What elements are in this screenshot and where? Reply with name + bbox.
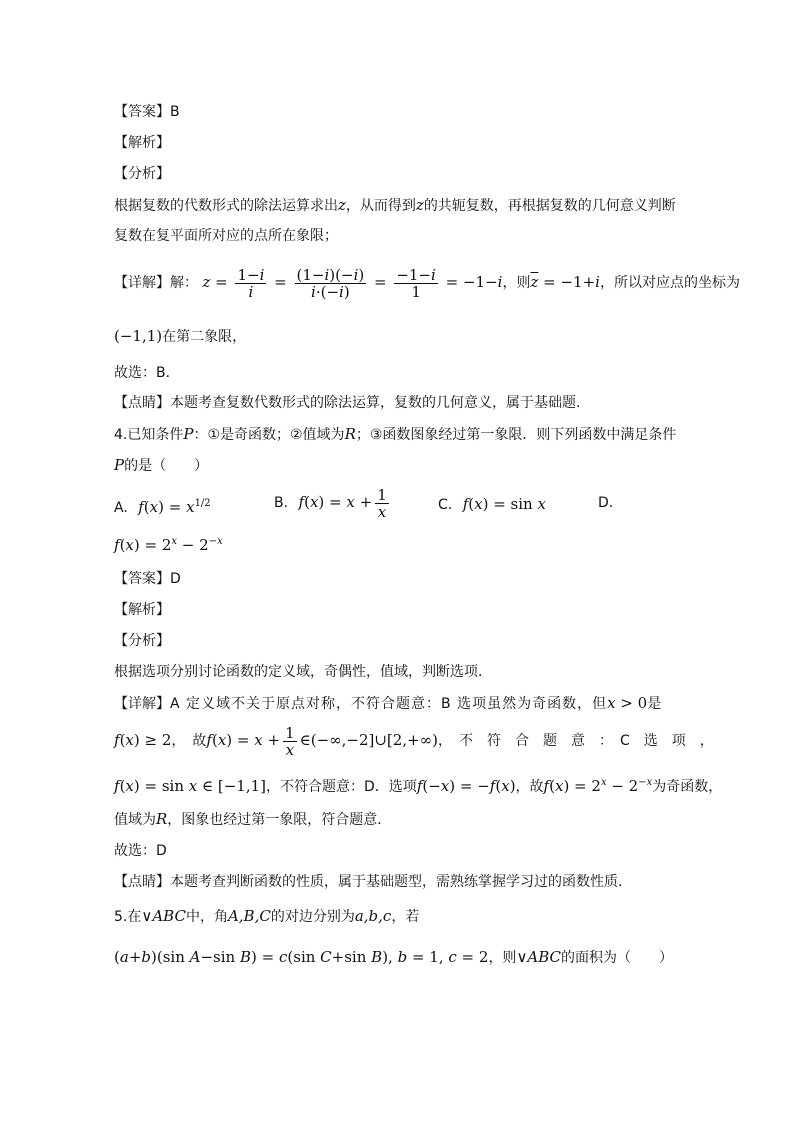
q3-fenxi: 【分析】 [114,166,170,182]
math-option-a: $f(x) = x^{1/2}$ [138,498,211,516]
q3-detail-line: 【详解】解： z = $\frac{1-i}{i}$ = $\frac{(1-i)(-i)}{i\cdot(-i)}$ = $\frac{-1-i}{1}$ = −1−i，则$\overline{z} = -1+i$，所以对应点的坐标为 [114,265,740,301]
q3-analysis-line-2: 复数在复平面所对应的点所在象限； [114,228,338,244]
q4-option-d-formula: $f(x) = 2^x - 2^{-x}$ [114,536,223,554]
q4-stem-line-2: P的是（ ） [114,456,209,474]
q5-stem-line-1: 5.在∨ABC中，角A,B,C的对边分别为a,b,c，若 [114,907,420,925]
q4-stem-line-1: 4.已知条件P：①是奇函数；②值域为R；③函数图象经过第一象限．则下列函数中满足条件 [114,425,677,443]
q4-fenxi: 【分析】 [114,633,170,649]
q3-point-line: (−1,1)在第二象限， [114,327,247,345]
q4-comment-line: 【点睛】本题考查判断函数的性质，属于基础题型，需熟练掌握学习过的函数性质. [114,874,623,890]
q4-detail-line-4: 值域为R，图象也经过第一象限，符合题意． [114,810,392,828]
q4-option-c: C. f(x) = sin x [438,495,546,513]
q4-choose: 故选：D [114,843,167,859]
q4-jiexi: 【解析】 [114,602,170,618]
math-option-c: f(x) = sin x [462,495,546,513]
q4-detail-line-2: f(x) ≥ 2， 故f(x) = x + $\frac{1}{x}$ ∈(−∞,−2]∪[2,+∞)， 不 符 合 题 意 ： C 选 项 ， [114,723,714,759]
math-option-b: f(x) = x + $\frac{1}{x}$ [298,485,387,521]
q4-answer-line: 【答案】D [114,571,181,587]
q3-comment-line: 【点睛】本题考查复数代数形式的除法运算，复数的几何意义，属于基础题. [114,395,581,411]
q3-answer-line [114,103,180,121]
math-division: z = $\frac{1-i}{i}$ = $\frac{(1-i)(-i)}{i\cdot(-i)}$ = $\frac{-1-i}{1}$ = −1−i [202,265,503,301]
q5-stem-line-2: (a+b)(sin A−sin B) = c(sin C+sin B), b = 1, c = 2，则∨ABC的面积为（ ） [114,948,674,966]
math-z: z [338,196,346,214]
answer-value: B [170,104,180,120]
math-z: z [415,196,424,214]
math-conjugate: $\overline{z} = -1+i$ [530,273,600,291]
q3-choose: 故选：B． [114,365,180,381]
q3-jiexi: 【解析】 [114,135,170,151]
q4-option-b: B. f(x) = x + $\frac{1}{x}$ [274,482,392,523]
q3-analysis-line-1: 根据复数的代数形式的除法运算求出z，从而得到z的共轭复数，再根据复数的几何意义判断 [114,196,676,214]
q4-option-a: A. $f(x) = x^{1/2}$ [114,498,211,516]
q4-detail-line-1: 【详解】A 定义域不关于原点对称，不符合题意：B 选项虽然为奇函数，但x > 0是 [114,694,662,712]
q4-analysis: 根据选项分别讨论函数的定义域，奇偶性，值域，判断选项. [114,664,483,680]
math-point: (−1,1) [114,327,163,345]
answer-tag: 【答案】 [114,104,170,120]
q4-detail-line-3: f(x) = sin x ∈ [−1,1]，不符合题意：D．选项f(−x) = −f(x)，故$f(x) = 2^x - 2^{-x}$为奇函数， [114,777,723,795]
q4-option-d: D. [598,495,614,511]
